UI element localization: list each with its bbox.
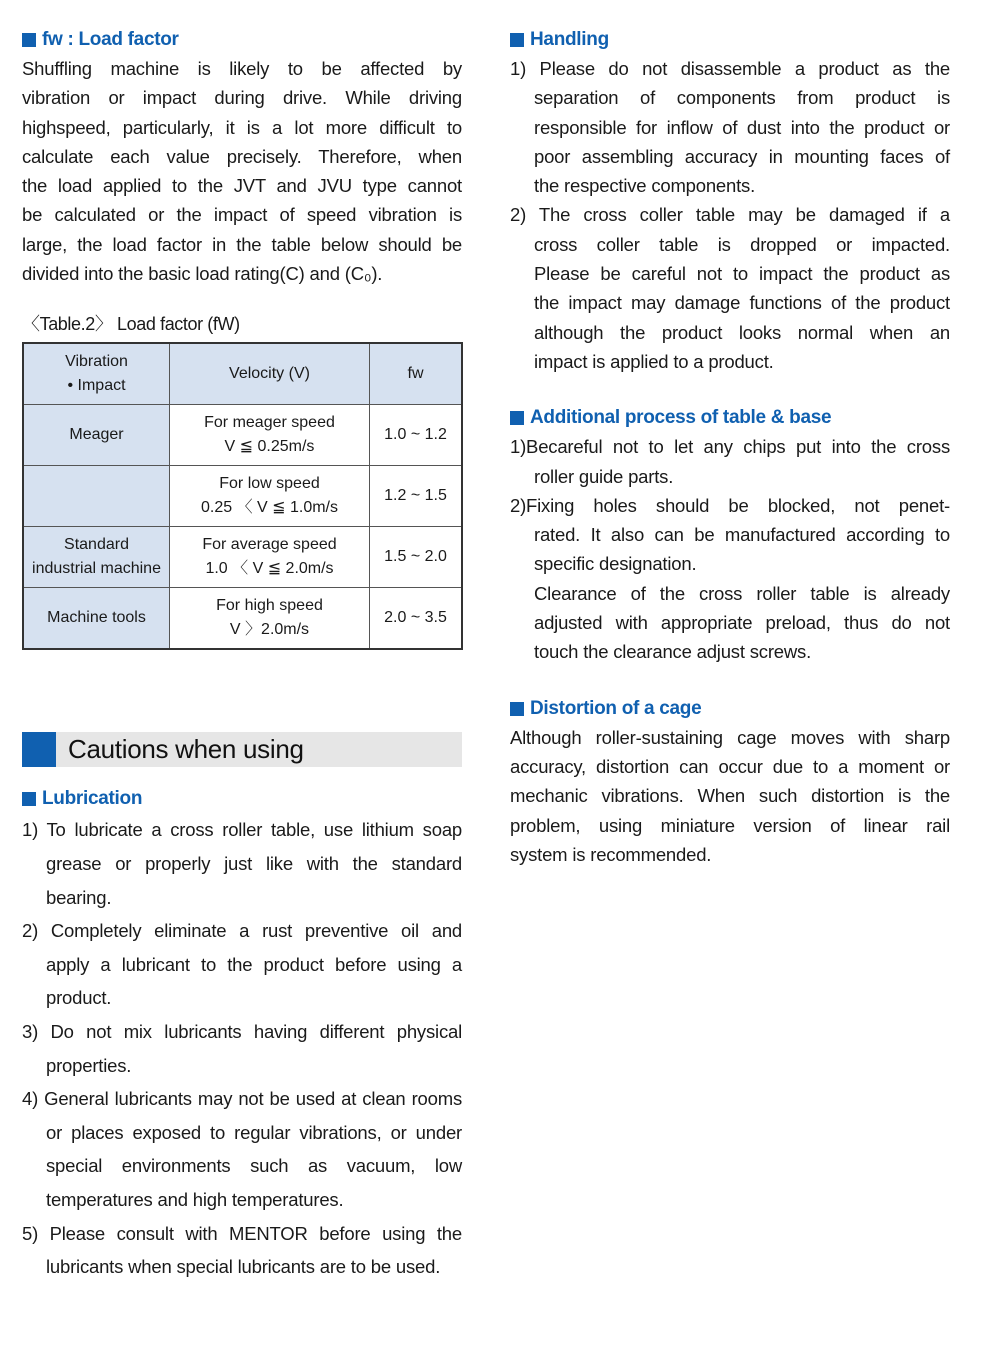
- paragraph-line: system is recommended.: [510, 843, 712, 865]
- cell-fw: 2.0 ~ 3.5: [370, 588, 463, 650]
- additional-list: [510, 432, 950, 666]
- cell-fw: 1.5 ~ 2.0: [370, 527, 463, 588]
- item-line: adjusted with appropriate preload, thus do not: [534, 612, 950, 634]
- paragraph-line: be calculated or the impact of speed vibration is: [22, 204, 462, 226]
- item-line: touch the clearance adjust screws.: [534, 641, 812, 663]
- cell-text: Meager: [69, 426, 124, 444]
- item-line: cross coller table is dropped or impacted.: [534, 233, 950, 255]
- cell-text: Machine tools: [47, 609, 146, 627]
- square-bullet-icon: [22, 33, 36, 47]
- list-item: [510, 432, 950, 491]
- lubrication-title: Lubrication: [42, 788, 143, 810]
- additional-title: Additional process of table & base: [530, 407, 832, 429]
- cell-text: industrial machine: [32, 560, 161, 578]
- item-line: special environments such as vacuum, low: [46, 1155, 462, 1177]
- load-factor-paragraph: [22, 54, 462, 288]
- list-item: [510, 54, 950, 200]
- item-line: properties.: [46, 1054, 132, 1076]
- paragraph-line: accuracy, distortion can occur due to a moment or: [510, 755, 950, 777]
- item-line: although the product looks normal when an: [534, 321, 950, 343]
- list-item: [22, 914, 462, 1015]
- item-line: 4) General lubricants may not be used at clean rooms: [22, 1088, 462, 1110]
- list-item: [510, 491, 950, 579]
- cautions-banner: [22, 732, 462, 767]
- left-column: [22, 26, 462, 1284]
- item-line: 1)Becareful not to let any chips put into the cross: [510, 436, 950, 458]
- item-line: impact is applied to a product.: [534, 350, 774, 372]
- load-factor-table: [22, 342, 463, 650]
- handling-title: Handling: [530, 29, 609, 50]
- additional-heading: [510, 404, 950, 432]
- paragraph-line: Although roller-sustaining cage moves with sharp: [510, 726, 950, 748]
- lubrication-list: [22, 813, 462, 1283]
- item-line: 1) Please do not disassemble a product as the: [510, 58, 950, 79]
- handling-list: [510, 54, 950, 376]
- paragraph-line: the load applied to the JVT and JVU type cannot: [22, 175, 462, 197]
- cell-text: For low speed: [219, 475, 320, 493]
- header-velocity: Velocity (V): [170, 343, 370, 405]
- square-bullet-icon: [510, 702, 524, 716]
- item-line: temperatures and high temperatures.: [46, 1188, 344, 1210]
- list-item: [22, 1082, 462, 1216]
- item-line: grease or properly just like with the standard: [46, 852, 462, 874]
- right-column: [510, 26, 950, 869]
- item-line: specific designation.: [534, 553, 697, 575]
- item-line: 2) The cross coller table may be damaged if a: [510, 204, 950, 226]
- item-line: poor assembling accuracy in mounting faces of: [534, 145, 950, 167]
- item-line: 1) To lubricate a cross roller table, use lithium soap: [22, 819, 462, 841]
- handling-heading: [510, 26, 950, 54]
- item-line: lubricants when special lubricants are to be used.: [46, 1256, 441, 1278]
- lubrication-heading: [22, 785, 462, 813]
- square-bullet-icon: [22, 792, 36, 806]
- cell-impact: [23, 588, 170, 650]
- cell-text: For high speed: [216, 597, 323, 615]
- item-line: 2) Completely eliminate a rust preventive oil and: [22, 920, 462, 942]
- item-line: or places exposed to regular vibrations, or under: [46, 1121, 462, 1143]
- cell-fw: 1.0 ~ 1.2: [370, 405, 463, 466]
- cell-velocity: [170, 466, 370, 527]
- cell-velocity: [170, 405, 370, 466]
- cell-velocity: [170, 588, 370, 650]
- item-line: responsible for inflow of dust into the product or: [534, 116, 950, 138]
- cell-text: V 〉2.0m/s: [229, 621, 310, 639]
- square-bullet-icon: [510, 33, 524, 47]
- item-line: product.: [46, 987, 112, 1009]
- cell-text: Standard: [64, 536, 129, 554]
- item-line: Clearance of the cross roller table is already: [534, 582, 950, 604]
- paragraph-line: large, the load factor in the table below should be: [22, 233, 462, 255]
- paragraph-line: highspeed, particularly, it is a lot more difficult to: [22, 116, 462, 138]
- list-item: [22, 1217, 462, 1284]
- cell-impact: [23, 466, 170, 527]
- item-line: rated. It also can be manufactured according to: [534, 524, 950, 546]
- paragraph-line: divided into the basic load rating(C) and (C₀).: [22, 263, 383, 285]
- item-line: bearing.: [46, 886, 112, 908]
- table-row: [23, 466, 462, 527]
- paragraph-line: mechanic vibrations. When such distortion is the: [510, 785, 950, 807]
- paragraph-line: Shuffling machine is likely to be affected by: [22, 58, 462, 79]
- list-item: [510, 200, 950, 376]
- item-line: roller guide parts.: [534, 465, 674, 487]
- load-factor-title: fw : Load factor: [42, 29, 179, 50]
- paragraph-line: problem, using miniature version of linear rail: [510, 814, 950, 836]
- square-bullet-icon: [510, 411, 524, 425]
- cell-impact: [23, 405, 170, 466]
- cell-text: For meager speed: [204, 414, 335, 432]
- item-line: 2)Fixing holes should be blocked, not penet-: [510, 494, 950, 516]
- cell-text: 0.25 〈 V ≦ 1.0m/s: [200, 499, 339, 517]
- item-line: 3) Do not mix lubricants having different physical: [22, 1020, 462, 1042]
- cell-fw: 1.2 ~ 1.5: [370, 466, 463, 527]
- distortion-title: Distortion of a cage: [530, 697, 702, 719]
- list-item: [22, 813, 462, 914]
- table-row: [23, 527, 462, 588]
- load-factor-heading: [22, 26, 462, 54]
- cell-velocity: [170, 527, 370, 588]
- table-caption: 〈Table.2〉 Load factor (fW): [22, 314, 240, 335]
- item-line: the impact may damage functions of the product: [534, 292, 950, 314]
- item-line: 5) Please consult with MENTOR before using the: [22, 1222, 462, 1244]
- list-item: [510, 579, 950, 667]
- header-impact-line: Vibration: [65, 353, 128, 371]
- item-line: apply a lubricant to the product before using a: [46, 953, 462, 975]
- paragraph-line: calculate each value precisely. Therefore, when: [22, 145, 462, 167]
- list-item: [22, 1015, 462, 1082]
- distortion-heading: [510, 695, 950, 723]
- item-line: separation of components from product is: [534, 87, 950, 109]
- header-impact: [23, 343, 170, 405]
- cell-text: 1.0 〈 V ≦ 2.0m/s: [205, 560, 334, 578]
- header-fw: fw: [370, 343, 463, 405]
- cautions-title: Cautions when using: [68, 734, 304, 765]
- item-line: the respective components.: [534, 175, 756, 197]
- table-row: [23, 588, 462, 650]
- paragraph-line: vibration or impact during drive. While driving: [22, 87, 462, 109]
- cell-text: V ≦ 0.25m/s: [224, 438, 315, 456]
- table-header-row: [23, 343, 462, 405]
- table-row: [23, 405, 462, 466]
- header-impact-line: • Impact: [67, 377, 126, 395]
- cell-impact: [23, 527, 170, 588]
- cell-text: For average speed: [202, 536, 337, 554]
- item-line: Please be careful not to impact the product as: [534, 263, 950, 285]
- banner-block-icon: [22, 732, 56, 767]
- distortion-paragraph: [510, 723, 950, 869]
